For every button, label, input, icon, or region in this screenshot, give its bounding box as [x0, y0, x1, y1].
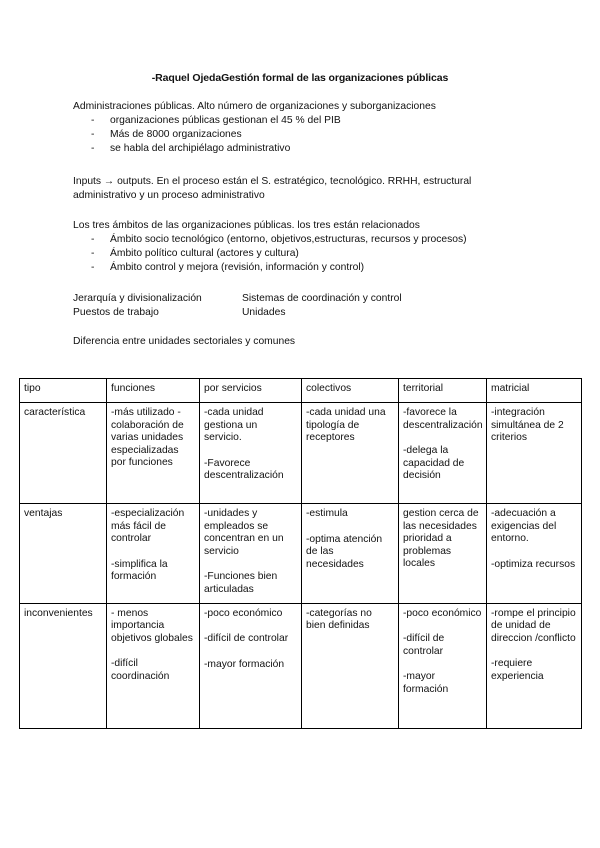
- bullet-list: [73, 233, 533, 275]
- bullet-list: [73, 114, 533, 156]
- term-text: Jerarquía y divisionalización: [73, 293, 202, 304]
- list-item: - Más de 8000 organizaciones: [73, 128, 533, 142]
- row-label: característica: [20, 403, 107, 504]
- table-header-cell: tipo: [20, 379, 107, 403]
- section-ambitos: [73, 219, 533, 275]
- organization-types-table: [19, 378, 582, 729]
- cell-text: -especialización más fácil de controlar: [111, 508, 185, 545]
- table-cell: [200, 603, 302, 728]
- cell-text: - menos importancia objetivos globales: [111, 607, 193, 644]
- table-cell: [399, 603, 487, 728]
- cell-text: -adecuación a exigencias del entorno.: [491, 508, 557, 545]
- paragraph-line: Diferencia entre unidades sectoriales y comunes: [73, 336, 296, 347]
- cell-text: -integración simultánea de 2 criterios: [491, 407, 564, 444]
- table-cell: [107, 603, 200, 728]
- row-label: inconvenientes: [20, 603, 107, 728]
- cell-text: -poco económico: [204, 607, 283, 619]
- term-text: Sistemas de coordinación y control: [242, 293, 402, 304]
- cell-text: -poco económico: [403, 607, 482, 619]
- table-cell: [487, 504, 582, 604]
- cell-text: -difícil coordinación: [111, 658, 170, 682]
- table-cell: [302, 603, 399, 728]
- cell-text: -requiere experiencia: [491, 658, 544, 682]
- cell-text: -delega la capacidad de decisión: [403, 445, 465, 482]
- table-cell: [200, 403, 302, 504]
- table-header-row: [20, 379, 582, 403]
- cell-text: gestion cerca de las necesidades prioridad a problemas locales: [403, 508, 479, 570]
- cell-text: -estimula: [306, 508, 348, 519]
- cell-text: -optima atención de las necesidades: [306, 533, 383, 570]
- section-heading: Los tres ámbitos de las organizaciones públicas. los tres están relacionados: [73, 220, 420, 231]
- section-inputs-outputs: [73, 175, 533, 203]
- cell-text: -rompe el principio de unidad de direccion /conflicto: [491, 607, 576, 644]
- document-title: -Raquel OjedaGestión formal de las organizaciones públicas: [151, 72, 449, 84]
- list-item: - organizaciones públicas gestionan el 45 % del PIB: [73, 114, 533, 128]
- table-row: [20, 603, 582, 728]
- table-header-cell: colectivos: [302, 379, 399, 403]
- table-header-cell: por servicios: [200, 379, 302, 403]
- paragraph-line: Inputs → outputs. En el proceso están el S. estratégico, tecnológico. RRHH, estructural: [73, 176, 472, 187]
- table-header-cell: funciones: [107, 379, 200, 403]
- section-diferencia: [73, 335, 533, 349]
- table-header-cell: matricial: [487, 379, 582, 403]
- cell-text: -más utilizado -colaboración de varias unidades especializadas por funciones: [111, 407, 184, 469]
- cell-text: -difícil de controlar: [204, 633, 289, 645]
- list-item: - Ámbito político cultural (actores y cultura): [73, 247, 533, 261]
- cell-text: -Funciones bien articuladas: [204, 571, 278, 595]
- cell-text: -favorece la descentralización: [403, 407, 483, 431]
- cell-text: -simplifica la formación: [111, 558, 168, 583]
- cell-text: -difícil de controlar: [403, 633, 445, 657]
- table-cell: [399, 504, 487, 604]
- list-item: - se habla del archipiélago administrativo: [73, 142, 533, 156]
- cell-text: -optimiza recursos: [491, 558, 576, 570]
- table-cell: [302, 504, 399, 604]
- table-cell: [200, 504, 302, 604]
- table-row: [20, 403, 582, 504]
- cell-text: -mayor formación: [204, 658, 285, 670]
- table-cell: [487, 603, 582, 728]
- list-item: - Ámbito control y mejora (revisión, información y control): [73, 261, 533, 275]
- table-row: [20, 504, 582, 604]
- section-administraciones: [73, 100, 533, 156]
- section-heading: Administraciones públicas. Alto número de organizaciones y suborganizaciones: [73, 101, 436, 112]
- list-item: - Ámbito socio tecnológico (entorno, objetivos,estructuras, recursos y procesos): [73, 233, 533, 247]
- term-text: Puestos de trabajo: [73, 307, 159, 318]
- row-label: ventajas: [20, 504, 107, 604]
- cell-text: -mayor formación: [403, 671, 449, 695]
- section-two-column-terms: [73, 292, 533, 320]
- paragraph-line: administrativo y un proceso administrativo: [73, 190, 265, 201]
- table-cell: [107, 504, 200, 604]
- cell-text: -cada unidad gestiona un servicio.: [204, 407, 264, 444]
- table-cell: [487, 403, 582, 504]
- cell-text: -Favorece descentralización: [204, 457, 284, 482]
- cell-text: -unidades y empleados se concentran en un servicio: [204, 508, 284, 557]
- table-cell: [302, 403, 399, 504]
- table-cell: [399, 403, 487, 504]
- cell-text: -cada unidad una tipología de receptores: [306, 407, 386, 444]
- cell-text: -categorías no bien definidas: [306, 607, 372, 632]
- table-cell: [107, 403, 200, 504]
- term-text: Unidades: [242, 307, 286, 318]
- table-header-cell: territorial: [399, 379, 487, 403]
